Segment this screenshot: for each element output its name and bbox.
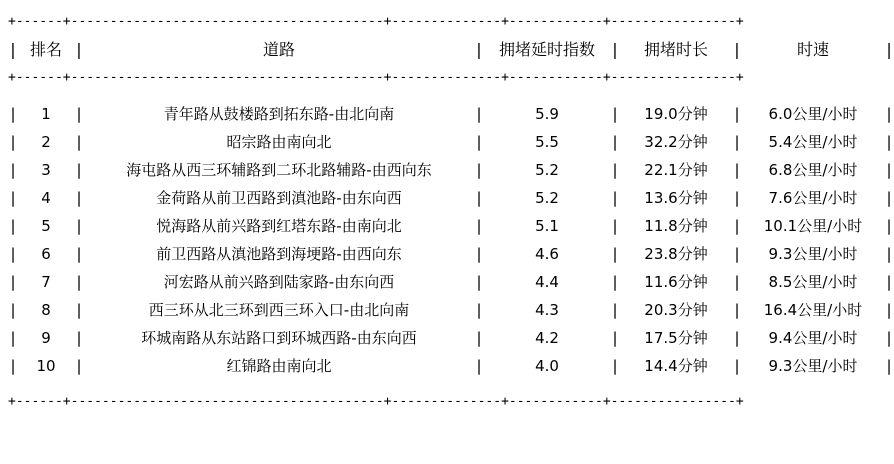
table-row bbox=[8, 100, 894, 128]
pipe: | bbox=[474, 133, 484, 151]
table-row bbox=[8, 240, 894, 268]
pipe: | bbox=[610, 357, 620, 375]
table-row bbox=[8, 352, 894, 380]
pipe: | bbox=[74, 40, 84, 59]
pipe: | bbox=[884, 273, 894, 291]
pipe: | bbox=[610, 245, 620, 263]
cell-rank: 10 bbox=[36, 357, 56, 375]
pipe: | bbox=[8, 217, 18, 235]
pipe: | bbox=[732, 161, 742, 179]
table-row bbox=[8, 324, 894, 352]
column-header-road: 道路 bbox=[262, 40, 295, 59]
pipe: | bbox=[474, 301, 484, 319]
cell-duration: 32.2分钟 bbox=[644, 133, 708, 151]
cell-speed: 9.3公里/小时 bbox=[768, 245, 858, 263]
pipe: | bbox=[74, 161, 84, 179]
cell-speed: 6.0公里/小时 bbox=[768, 105, 858, 123]
pipe: | bbox=[8, 161, 18, 179]
cell-index: 4.0 bbox=[535, 357, 559, 375]
pipe: | bbox=[474, 105, 484, 123]
cell-speed: 6.8公里/小时 bbox=[768, 161, 858, 179]
cell-rank: 8 bbox=[41, 301, 51, 319]
pipe: | bbox=[74, 357, 84, 375]
cell-rank: 5 bbox=[41, 217, 51, 235]
cell-road: 前卫西路从滇池路到海埂路-由西向东 bbox=[156, 245, 402, 263]
cell-rank: 3 bbox=[41, 161, 51, 179]
column-header-speed: 时速 bbox=[796, 40, 829, 59]
table-header-border-row bbox=[8, 70, 894, 86]
cell-index: 5.2 bbox=[535, 189, 559, 207]
pipe: | bbox=[474, 357, 484, 375]
pipe: | bbox=[8, 301, 18, 319]
cell-index: 5.2 bbox=[535, 161, 559, 179]
pipe: | bbox=[732, 329, 742, 347]
column-header-rank: 排名 bbox=[29, 40, 62, 59]
pipe: | bbox=[8, 40, 18, 59]
pipe: | bbox=[884, 217, 894, 235]
pipe: | bbox=[732, 105, 742, 123]
cell-road: 西三环从北三环到西三环入口-由北向南 bbox=[148, 301, 410, 319]
cell-speed: 9.3公里/小时 bbox=[768, 357, 858, 375]
pipe: | bbox=[8, 357, 18, 375]
cell-rank: 7 bbox=[41, 273, 51, 291]
pipe: | bbox=[732, 40, 742, 59]
table-row bbox=[8, 296, 894, 324]
cell-index: 5.9 bbox=[535, 105, 559, 123]
cell-index: 4.6 bbox=[535, 245, 559, 263]
table-row bbox=[8, 212, 894, 240]
cell-duration: 17.5分钟 bbox=[644, 329, 708, 347]
cell-index: 4.4 bbox=[535, 273, 559, 291]
table-spacer bbox=[8, 380, 894, 394]
cell-index: 4.3 bbox=[535, 301, 559, 319]
pipe: | bbox=[474, 245, 484, 263]
pipe: | bbox=[610, 133, 620, 151]
cell-speed: 8.5公里/小时 bbox=[768, 273, 858, 291]
cell-rank: 6 bbox=[41, 245, 51, 263]
table-header-border: +------+----------------------------------------+--------------+------------+----------------+ bbox=[8, 70, 744, 85]
table-spacer-row bbox=[8, 86, 894, 100]
cell-index: 5.5 bbox=[535, 133, 559, 151]
cell-rank: 2 bbox=[41, 133, 51, 151]
pipe: | bbox=[474, 329, 484, 347]
table-top-border: +------+----------------------------------------+--------------+------------+----------------+ bbox=[8, 14, 744, 29]
pipe: | bbox=[8, 273, 18, 291]
pipe: | bbox=[884, 245, 894, 263]
cell-speed: 16.4公里/小时 bbox=[763, 301, 863, 319]
pipe: | bbox=[610, 217, 620, 235]
column-header-duration: 拥堵时长 bbox=[643, 40, 708, 59]
pipe: | bbox=[74, 245, 84, 263]
cell-road: 昭宗路由南向北 bbox=[226, 133, 332, 151]
pipe: | bbox=[610, 329, 620, 347]
cell-duration: 11.8分钟 bbox=[644, 217, 708, 235]
table-top-border-row bbox=[8, 14, 894, 30]
table-body bbox=[8, 14, 894, 410]
pipe: | bbox=[732, 245, 742, 263]
pipe: | bbox=[732, 357, 742, 375]
cell-rank: 4 bbox=[41, 189, 51, 207]
cell-road: 海屯路从西三环辅路到二环北路辅路-由西向东 bbox=[126, 161, 432, 179]
cell-duration: 11.6分钟 bbox=[644, 273, 708, 291]
table-row bbox=[8, 128, 894, 156]
pipe: | bbox=[74, 329, 84, 347]
pipe: | bbox=[732, 189, 742, 207]
cell-duration: 20.3分钟 bbox=[644, 301, 708, 319]
pipe: | bbox=[884, 329, 894, 347]
pipe: | bbox=[474, 189, 484, 207]
pipe: | bbox=[732, 133, 742, 151]
cell-road: 红锦路由南向北 bbox=[226, 357, 332, 375]
cell-duration: 23.8分钟 bbox=[644, 245, 708, 263]
pipe: | bbox=[884, 133, 894, 151]
pipe: | bbox=[610, 40, 620, 59]
pipe: | bbox=[884, 301, 894, 319]
cell-speed: 9.4公里/小时 bbox=[768, 329, 858, 347]
pipe: | bbox=[610, 273, 620, 291]
column-header-index: 拥堵延时指数 bbox=[498, 40, 595, 59]
pipe: | bbox=[884, 189, 894, 207]
cell-rank: 1 bbox=[41, 105, 51, 123]
cell-road: 青年路从鼓楼路到拓东路-由北向南 bbox=[163, 105, 395, 123]
pipe: | bbox=[474, 161, 484, 179]
table-spacer-row bbox=[8, 380, 894, 394]
cell-duration: 13.6分钟 bbox=[644, 189, 708, 207]
pipe: | bbox=[474, 217, 484, 235]
pipe: | bbox=[884, 161, 894, 179]
pipe: | bbox=[732, 301, 742, 319]
cell-road: 悦海路从前兴路到红塔东路-由南向北 bbox=[156, 217, 402, 235]
table-row bbox=[8, 268, 894, 296]
pipe: | bbox=[8, 133, 18, 151]
cell-speed: 7.6公里/小时 bbox=[768, 189, 858, 207]
pipe: | bbox=[8, 105, 18, 123]
pipe: | bbox=[74, 273, 84, 291]
cell-speed: 5.4公里/小时 bbox=[768, 133, 858, 151]
cell-index: 4.2 bbox=[535, 329, 559, 347]
pipe: | bbox=[8, 189, 18, 207]
pipe: | bbox=[610, 301, 620, 319]
pipe: | bbox=[610, 189, 620, 207]
pipe: | bbox=[884, 40, 894, 59]
table-row bbox=[8, 184, 894, 212]
pipe: | bbox=[610, 105, 620, 123]
cell-rank: 9 bbox=[41, 329, 51, 347]
pipe: | bbox=[884, 105, 894, 123]
pipe: | bbox=[610, 161, 620, 179]
pipe: | bbox=[74, 189, 84, 207]
table-bottom-border-row bbox=[8, 394, 894, 410]
table-header-row bbox=[8, 30, 894, 70]
pipe: | bbox=[74, 105, 84, 123]
table-row bbox=[8, 156, 894, 184]
cell-duration: 19.0分钟 bbox=[644, 105, 708, 123]
cell-duration: 14.4分钟 bbox=[644, 357, 708, 375]
cell-duration: 22.1分钟 bbox=[644, 161, 708, 179]
cell-speed: 10.1公里/小时 bbox=[763, 217, 863, 235]
pipe: | bbox=[74, 133, 84, 151]
pipe: | bbox=[884, 357, 894, 375]
pipe: | bbox=[74, 217, 84, 235]
table-spacer bbox=[8, 86, 894, 100]
pipe: | bbox=[8, 245, 18, 263]
pipe: | bbox=[474, 40, 484, 59]
cell-road: 河宏路从前兴路到陆家路-由东向西 bbox=[163, 273, 395, 291]
pipe: | bbox=[74, 301, 84, 319]
pipe: | bbox=[8, 329, 18, 347]
table-bottom-border: +------+----------------------------------------+--------------+------------+----------------+ bbox=[8, 394, 744, 409]
pipe: | bbox=[732, 273, 742, 291]
cell-road: 金荷路从前卫西路到滇池路-由东向西 bbox=[156, 189, 402, 207]
cell-road: 环城南路从东站路口到环城西路-由东向西 bbox=[141, 329, 417, 347]
pipe: | bbox=[732, 217, 742, 235]
pipe: | bbox=[474, 273, 484, 291]
congestion-table bbox=[8, 14, 894, 410]
cell-index: 5.1 bbox=[535, 217, 559, 235]
